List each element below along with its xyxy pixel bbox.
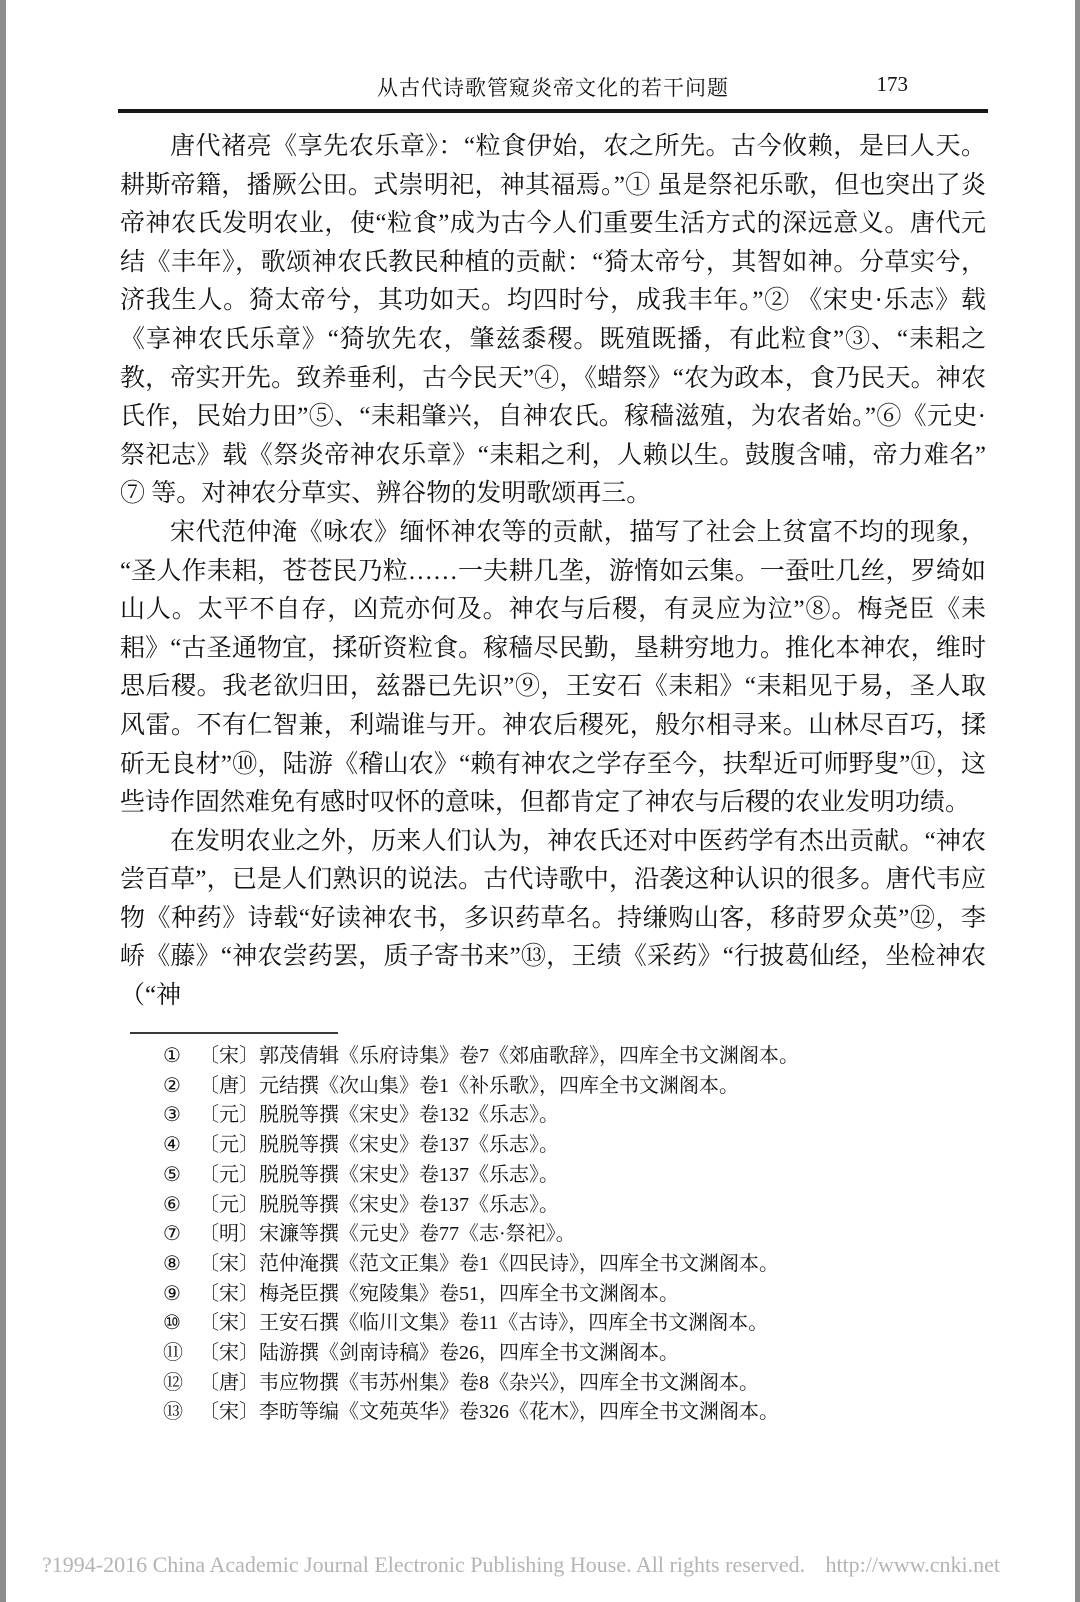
footnote-text: 〔宋〕李昉等编《文苑英华》卷326《花木》，四库全书文渊阁本。 bbox=[199, 1401, 779, 1424]
page-number: 173 bbox=[876, 72, 908, 96]
footnote-number: ⑪ bbox=[163, 1342, 183, 1365]
footnote-number: ④ bbox=[163, 1134, 181, 1157]
footnote-text: 〔唐〕元结撰《次山集》卷1《补乐歌》，四库全书文渊阁本。 bbox=[199, 1074, 739, 1097]
footnote-text: 〔唐〕韦应物撰《韦苏州集》卷8《杂兴》，四库全书文渊阁本。 bbox=[199, 1371, 759, 1394]
footnote-text: 〔明〕宋濂等撰《元史》卷77《志·祭祀》。 bbox=[199, 1223, 576, 1246]
running-head-title: 从古代诗歌管窥炎帝文化的若干问题 bbox=[377, 76, 729, 100]
footnote-item bbox=[163, 1398, 883, 1428]
footnote-item bbox=[163, 1369, 883, 1399]
running-head bbox=[120, 72, 986, 100]
footnote-text: 〔宋〕王安石撰《临川文集》卷11《古诗》，四库全书文渊阁本。 bbox=[199, 1312, 769, 1335]
footnote-item bbox=[163, 1339, 883, 1369]
footnote-text: 〔宋〕梅尧臣撰《宛陵集》卷51，四库全书文渊阁本。 bbox=[199, 1282, 679, 1305]
footnote-text: 〔元〕脱脱等撰《宋史》卷137《乐志》。 bbox=[199, 1193, 559, 1216]
footnote-separator bbox=[130, 1032, 338, 1034]
footnote-text: 〔宋〕郭茂倩辑《乐府诗集》卷7《郊庙歌辞》，四库全书文渊阁本。 bbox=[199, 1045, 799, 1067]
paragraph: 宋代范仲淹《咏农》缅怀神农等的贡献，描写了社会上贫富不均的现象，“圣人作耒耜，苍苍民乃粒……一夫耕几垄，游惰如云集。一蚕吐几丝，罗绮如山人。太平不自存，凶荒亦何及。神农与后稷，有灵应为泣”⑧。梅尧臣《耒耜》“古圣通物宜，揉斫资粒食。稼穑尽民勤，垦耕穷地力。推化本神农，维时思后稷。我老欲归田，兹器已先识”⑨，王安石《耒耜》“耒耜见于易，圣人取风雷。不有仁智兼，利端谁与开。神农后稷死，般尔相寻来。山林尽百巧，揉斫无良材”⑩，陆游《稽山农》“赖有神农之学存至今，扶犁近可师野叟”⑪，这些诗作固然难免有感时叹怀的意味，但都肯定了神农与后稷的农业发明功绩。 bbox=[120, 518, 986, 817]
footnote-number: ⑩ bbox=[163, 1312, 181, 1335]
header-rule bbox=[118, 109, 988, 113]
footnote-number: ⑦ bbox=[163, 1223, 181, 1246]
paragraph: 在发明农业之外，历来人们认为，神农氏还对中医药学有杰出贡献。“神农尝百草”，已是人们熟识的说法。古代诗歌中，沿袭这种认识的很多。唐代韦应物《种药》诗载“好读神农书，多识药草名。持缣购山客，移莳罗众英”⑫，李峤《藤》“神农尝药罢，质子寄书来”⑬，王绩《采药》“行披葛仙经，坐检神农（“神 bbox=[120, 827, 986, 1010]
scan-edge-right bbox=[1075, 0, 1080, 1602]
footnote-item bbox=[163, 1101, 883, 1131]
footnote-text: 〔元〕脱脱等撰《宋史》卷137《乐志》。 bbox=[199, 1163, 559, 1186]
footnote-item bbox=[163, 1220, 883, 1250]
footnote-item bbox=[163, 1191, 883, 1221]
footnote-item bbox=[163, 1161, 883, 1191]
footnote-number: ⑥ bbox=[163, 1193, 181, 1216]
footnote-number: ③ bbox=[163, 1104, 181, 1127]
footnote-item bbox=[163, 1250, 883, 1280]
footnote-item bbox=[163, 1131, 883, 1161]
footnote-number: ⑧ bbox=[163, 1252, 181, 1275]
footnote-number: ⑫ bbox=[163, 1371, 183, 1394]
footnote-text: 〔元〕脱脱等撰《宋史》卷132《乐志》。 bbox=[199, 1104, 559, 1127]
footnote-item bbox=[163, 1309, 883, 1339]
footnote-list bbox=[163, 1042, 883, 1428]
paragraph: 唐代褚亮《享先农乐章》：“粒食伊始，农之所先。古今攸赖，是曰人天。耕斯帝籍，播厥公田。式崇明祀，神其福焉。”① 虽是祭祀乐歌，但也突出了炎帝神农氏发明农业，使“粒食”成为古今人们重要生活方式的深远意义。唐代元结《丰年》，歌颂神农氏教民种植的贡献：“猗太帝兮，其智如神。分草实兮，济我生人。猗太帝兮，其功如天。均四时兮，成我丰年。”② 《宋史·乐志》载《享神农氏乐章》“猗欤先农，肇兹黍稷。既殖既播，有此粒食”③、“耒耜之教，帝实开先。致养垂利，古今民天”④，《蜡祭》“农为政本，食乃民天。神农氏作，民始力田”⑤、“耒耜肇兴，自神农氏。稼穑滋殖，为农者始。”⑥《元史·祭祀志》载《祭炎帝神农乐章》“耒耜之利，人赖以生。鼓腹含哺，帝力难名”⑦ 等。对神农分草实、辨谷物的发明歌颂再三。 bbox=[120, 133, 986, 508]
footnote-item bbox=[163, 1280, 883, 1310]
footnote-item bbox=[163, 1042, 883, 1072]
footnote-number: ② bbox=[163, 1074, 181, 1097]
footnote-number: ⑤ bbox=[163, 1163, 181, 1186]
cnki-url: http://www.cnki.net bbox=[825, 1552, 1000, 1577]
scan-edge-left bbox=[0, 0, 6, 1602]
footnote-number: ⑬ bbox=[163, 1401, 183, 1424]
footnote-text: 〔宋〕范仲淹撰《范文正集》卷1《四民诗》，四库全书文渊阁本。 bbox=[199, 1252, 779, 1275]
copyright-notice: ?1994-2016 China Academic Journal Electronic Publishing House. All rights reserved. bbox=[42, 1552, 806, 1577]
footnote-text: 〔元〕脱脱等撰《宋史》卷137《乐志》。 bbox=[199, 1134, 559, 1157]
cnki-footer bbox=[42, 1552, 1000, 1578]
footnote-number: ① bbox=[163, 1045, 181, 1067]
footnote-number: ⑨ bbox=[163, 1282, 181, 1305]
article-body bbox=[120, 128, 986, 1016]
footnote-text: 〔宋〕陆游撰《剑南诗稿》卷26，四库全书文渊阁本。 bbox=[199, 1342, 679, 1365]
footnote-item bbox=[163, 1072, 883, 1102]
